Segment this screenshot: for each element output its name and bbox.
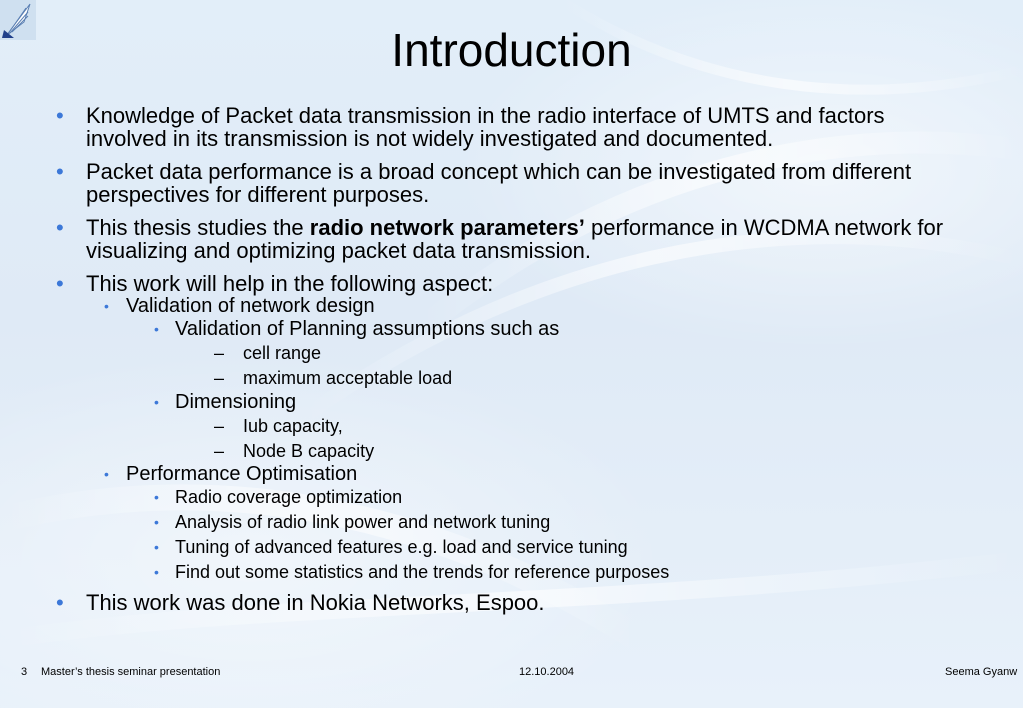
sub-sub-bullet-item (0, 560, 1023, 585)
bullet-item (0, 104, 956, 150)
dash-text: maximum acceptable load (243, 367, 453, 388)
bullet-text: Knowledge of Packet data transmission in the radio interface of UMTS and factors involved in its transmission is not widely investigated and documented. (86, 103, 885, 151)
bullet-text: Packet data performance is a broad concept which can be investigated from different perspectives for different purposes. (86, 159, 912, 207)
presentation-date: 12.10.2004 (519, 666, 575, 678)
dash-item (0, 341, 1023, 366)
bullet-icon: • (154, 489, 159, 505)
bullet-text-emphasis: radio network parameters’ (309, 215, 585, 240)
bullet-icon: • (154, 564, 159, 580)
bullet-item (0, 591, 956, 614)
bullet-list (0, 104, 1023, 624)
bullet-text: This work will help in the following aspect: (86, 271, 494, 296)
bullet-item (0, 272, 956, 295)
sub-bullet-text: Performance Optimisation (126, 463, 358, 485)
bullet-item (0, 160, 956, 206)
sub-sub-bullet-text: Tuning of advanced features e.g. load and service tuning (175, 537, 628, 557)
bullet-icon: • (56, 590, 64, 615)
sub-bullet-item (0, 295, 1023, 317)
bullet-text-start: This thesis studies the (86, 215, 310, 240)
bullet-icon: • (56, 271, 64, 296)
sub-sub-bullet-item (0, 485, 1023, 510)
sub-sub-bullet-text: Analysis of radio link power and network tuning (175, 512, 551, 532)
bullet-icon: • (154, 321, 159, 337)
bullet-icon: • (104, 466, 109, 482)
sub-sub-bullet-item (0, 390, 1023, 414)
dash-text: Iub capacity, (243, 416, 343, 436)
dash-text: Node B capacity (243, 440, 375, 461)
bullet-icon: • (56, 103, 64, 128)
sub-sub-bullet-text: Validation of Planning assumptions such as (175, 318, 560, 340)
dash-icon: – (214, 440, 225, 461)
bullet-icon: • (154, 539, 159, 555)
bullet-item (0, 216, 956, 262)
bullet-text-end: performance in WCDMA network for visualizing and optimizing packet data transmission. (86, 215, 944, 263)
author-name: Seema Gyanw (945, 666, 1018, 678)
bullet-group-aspects (0, 272, 1023, 585)
bullet-icon: • (154, 394, 159, 410)
dash-item (0, 439, 1023, 464)
sub-sub-bullet-text: Dimensioning (175, 391, 297, 413)
dash-icon: – (214, 367, 225, 388)
sub-sub-bullet-text: Radio coverage optimization (175, 487, 403, 507)
presentation-title: Master’s thesis seminar presentation (41, 666, 221, 678)
sub-bullet-text: Validation of network design (126, 295, 375, 317)
bullet-icon: • (154, 514, 159, 530)
sub-sub-bullet-item (0, 535, 1023, 560)
bullet-text: This work was done in Nokia Networks, Espoo. (86, 590, 545, 615)
sub-sub-bullet-item (0, 510, 1023, 535)
page-number: 3 (21, 666, 28, 678)
dash-item (0, 366, 1023, 391)
sub-bullet-item (0, 463, 1023, 485)
bullet-icon: • (56, 215, 64, 240)
dash-item (0, 414, 1023, 439)
dash-icon: – (214, 343, 225, 363)
sub-sub-bullet-text: Find out some statistics and the trends for reference purposes (175, 562, 670, 582)
bullet-icon: • (56, 159, 64, 184)
slide-title: Introduction (391, 24, 632, 76)
bullet-icon: • (104, 298, 109, 314)
dash-icon: – (214, 416, 225, 436)
slide-footer (0, 664, 1023, 680)
dash-text: cell range (243, 343, 322, 363)
sub-sub-bullet-item (0, 317, 1023, 341)
